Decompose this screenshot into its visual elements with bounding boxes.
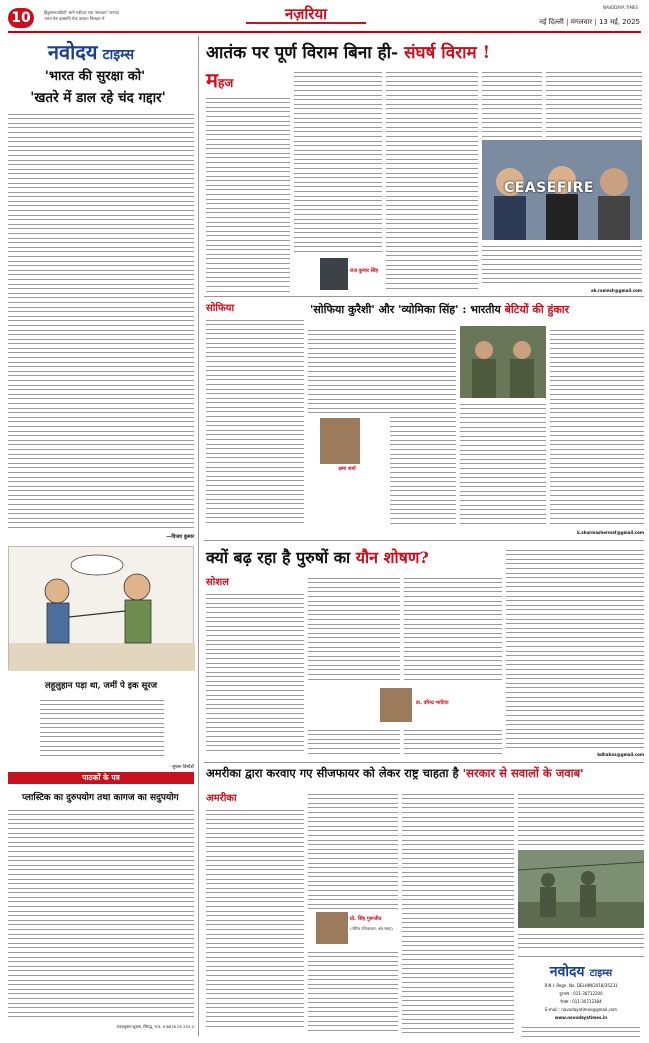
section-divider bbox=[204, 762, 644, 763]
lead-headline-part-1: आतंक पर पूर्ण विराम बिना ही- bbox=[206, 43, 399, 63]
lead-col-1 bbox=[206, 94, 290, 292]
section-title-box bbox=[246, 4, 366, 24]
author-photo-varindra bbox=[380, 688, 412, 722]
dateline-sep: | bbox=[566, 18, 569, 26]
sofia-author-name: क्षमा शर्मा bbox=[338, 466, 356, 472]
author-photo-gurjeet bbox=[316, 912, 348, 944]
sexual-author-name: डा. वरिन्द्र भाटिया bbox=[416, 700, 449, 706]
section-divider bbox=[204, 540, 644, 541]
tagline-line-2: भारत मेरा इक्साधि येवा कावाय मिलहार में bbox=[44, 16, 105, 21]
editorial-cartoon bbox=[8, 546, 194, 670]
sofia-email: k.sharmashermat@gmail.com bbox=[577, 530, 644, 535]
america-author-desc: (नोटिस पत्रिकाकार, क्षेत्र संसद) bbox=[350, 926, 393, 931]
letters-signature: -रजतशुक्‍ला शुक्ला, सिंगद्ध, म.प्र. 9 8876 05 233 2 bbox=[115, 1024, 194, 1029]
poem-title: लहूलुहान पड़ा था, जमीं पे इक सूरज bbox=[44, 681, 158, 691]
sofia-col-1 bbox=[206, 316, 304, 526]
imprint-reg: R.N.I. Regn. No. DELHIN/2018/35231 bbox=[544, 983, 618, 988]
america-kicker: अमरीका bbox=[206, 793, 237, 804]
ceasefire-label: CEASEFIRE bbox=[504, 180, 594, 196]
sexual-headline-part-1: क्यों बढ़ रहा है पुरुषों का bbox=[206, 548, 351, 567]
america-col-2 bbox=[308, 790, 398, 910]
america-headline bbox=[206, 766, 644, 788]
imprint-site: www.navodayatimes.in bbox=[554, 1015, 608, 1020]
sexual-headline bbox=[206, 546, 496, 570]
header-tagline bbox=[44, 10, 194, 22]
dateline-sep: | bbox=[594, 18, 597, 26]
sofia-headline-part-2: बेटियों की हुंकार bbox=[504, 303, 570, 316]
poem-body bbox=[40, 696, 164, 760]
america-headline-part-2: 'सरकार से सवालों के जवाब' bbox=[462, 766, 584, 780]
section-divider bbox=[204, 296, 644, 297]
masthead-logo bbox=[30, 38, 152, 62]
poem-author: - सुषमा डिमोडी bbox=[169, 765, 194, 770]
page-header bbox=[0, 0, 649, 34]
brand-suffix: टाइम्स bbox=[102, 47, 135, 63]
ceasefire-photo bbox=[482, 140, 642, 240]
sexual-col-3b bbox=[404, 726, 502, 754]
lead-col-2 bbox=[294, 68, 382, 254]
header-rule bbox=[8, 31, 641, 33]
officers-photo-scene bbox=[460, 326, 546, 398]
america-col-4 bbox=[518, 790, 644, 848]
lead-email: ak.ramesh@gmail.com bbox=[591, 288, 642, 293]
dropcap-word: हज bbox=[217, 76, 234, 90]
column-divider bbox=[198, 36, 199, 1036]
dateline bbox=[500, 16, 640, 28]
tagline-line-1: हिंदुस्तानवादियों' सामें गवीटाट एक 'समाचार' जनपद bbox=[44, 10, 119, 15]
sofia-col-4 bbox=[460, 400, 546, 526]
letters-section-title: पाठकों के पत्र bbox=[82, 773, 120, 782]
dateline-day: मंगलवार bbox=[570, 18, 593, 26]
imprint-brand: नवोदय bbox=[549, 964, 585, 980]
sexual-col-1 bbox=[206, 590, 304, 754]
sexual-headline-part-2: यौन शोषण? bbox=[355, 548, 429, 567]
dateline-city: नई दिल्ली bbox=[539, 18, 564, 26]
sofia-kicker: सोफिया bbox=[206, 303, 235, 314]
america-col-3 bbox=[402, 790, 514, 1034]
sofia-col-2 bbox=[308, 326, 390, 416]
sofia-headline bbox=[310, 302, 644, 322]
cartoon-illustration bbox=[9, 547, 195, 671]
imprint-fine-print bbox=[522, 1023, 640, 1037]
letters-banner bbox=[8, 772, 194, 784]
imprint-box bbox=[518, 956, 644, 1038]
sofia-col-3 bbox=[390, 326, 456, 526]
lead-col-4-top bbox=[482, 68, 542, 138]
lead-dropcap bbox=[206, 68, 246, 92]
imprint-fax: फैक्स : 011-30712384 bbox=[560, 999, 602, 1004]
lead-col-4-bottom bbox=[482, 242, 642, 286]
editorial-body bbox=[8, 110, 194, 532]
imprint-email: E-mail : navodayatimes@gmail.com bbox=[544, 1007, 618, 1012]
sexual-kicker: सोशल bbox=[206, 577, 229, 588]
editorial-title: 'भारत की सुरक्षा को' bbox=[44, 69, 146, 84]
soldiers-photo bbox=[518, 850, 644, 928]
editorial-subtitle: 'खतरे में डाल रहे चंद गद्दार' bbox=[30, 90, 166, 106]
letters-headline: प्लास्टिक का दुरुपयोग तथा कागज का सदुपयोग bbox=[22, 793, 179, 803]
sexual-email: bdhahaa@gmail.com bbox=[597, 752, 644, 757]
editorial-author: —विजय कुमार bbox=[166, 534, 194, 540]
america-col-1 bbox=[206, 806, 304, 1034]
section-title: नज़रिया bbox=[284, 5, 328, 23]
sexual-col-2b bbox=[308, 726, 400, 754]
imprint-phone: दूरभाष : 011-30712200 bbox=[559, 991, 603, 996]
lead-col-3 bbox=[386, 68, 478, 292]
sexual-col-3 bbox=[404, 574, 502, 684]
america-col-2b bbox=[308, 948, 398, 1034]
america-author-name: प्रो. सिंह गुरूजीत bbox=[350, 916, 382, 922]
america-col-4b bbox=[518, 930, 644, 952]
letters-body bbox=[8, 806, 194, 1020]
soldiers-photo-scene bbox=[518, 850, 644, 928]
page-number-badge bbox=[8, 8, 34, 28]
sexual-col-4 bbox=[506, 546, 644, 752]
sofia-headline-part-1: 'सोफिया कुरैशी' और 'व्योमिका सिंह' : भारतीय bbox=[310, 303, 501, 316]
imprint-logo bbox=[518, 961, 644, 979]
edition-label: NAVODAYA TIMES bbox=[602, 5, 638, 10]
america-headline-part-1: अमरीका द्वारा करवाए गए सीजफायर को लेकर राष्ट्र चाहता है bbox=[206, 766, 459, 780]
sexual-col-2 bbox=[308, 574, 400, 684]
imprint-brand-suffix: टाइम्स bbox=[589, 968, 613, 979]
lead-headline-part-2: संघर्ष विराम ! bbox=[404, 43, 491, 63]
sofia-officers-photo bbox=[460, 326, 546, 398]
lead-author-name: राज कुमार सिंह bbox=[350, 268, 379, 274]
author-photo-kshama bbox=[320, 418, 360, 464]
lead-headline bbox=[206, 40, 644, 64]
brand-name: नवोदय bbox=[47, 40, 98, 64]
dateline-date: 13 मई, 2025 bbox=[598, 18, 640, 26]
sofia-col-5 bbox=[550, 326, 644, 526]
dropcap-letter: म bbox=[206, 68, 218, 92]
page-number: 10 bbox=[11, 10, 31, 26]
author-photo-raj-kumar bbox=[320, 258, 348, 290]
